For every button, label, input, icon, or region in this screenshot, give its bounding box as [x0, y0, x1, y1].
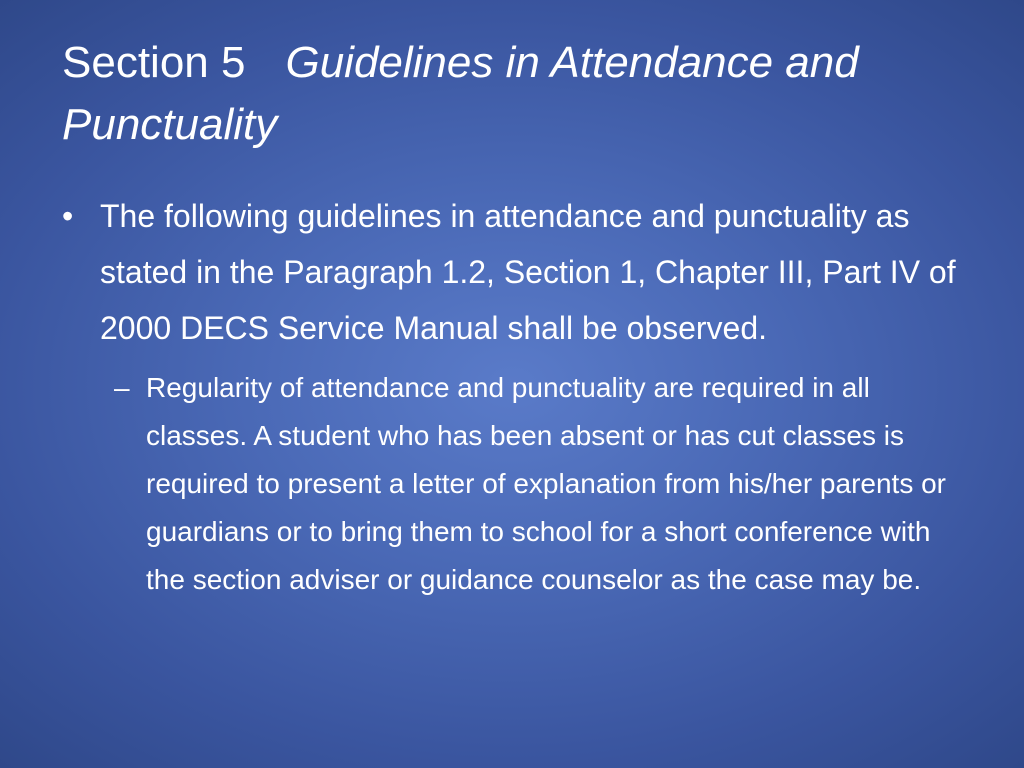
bullet-marker: • [62, 198, 74, 234]
sub-bullet-item [114, 364, 946, 604]
slide-body [62, 188, 962, 604]
section-name: Guidelines in Attendance and Punctuality [62, 38, 859, 149]
bullet-item [62, 188, 962, 356]
slide-title [62, 32, 962, 156]
section-number: Section 5 [62, 38, 246, 87]
sub-bullet-text: Regularity of attendance and punctuality are required in all classes. A student who has been absent or has cut classes is required to present a letter of explanation from his/her parents or guardians or to bring them to school for a short conference with the section adviser or guidance counselor as the case may be. [146, 372, 946, 595]
bullet-text: The following guidelines in attendance and punctuality as stated in the Paragraph 1.2, Section 1, Chapter III, Part IV of 2000 DECS Service Manual shall be observed. [100, 198, 956, 346]
sub-bullet-marker: – [114, 372, 130, 403]
